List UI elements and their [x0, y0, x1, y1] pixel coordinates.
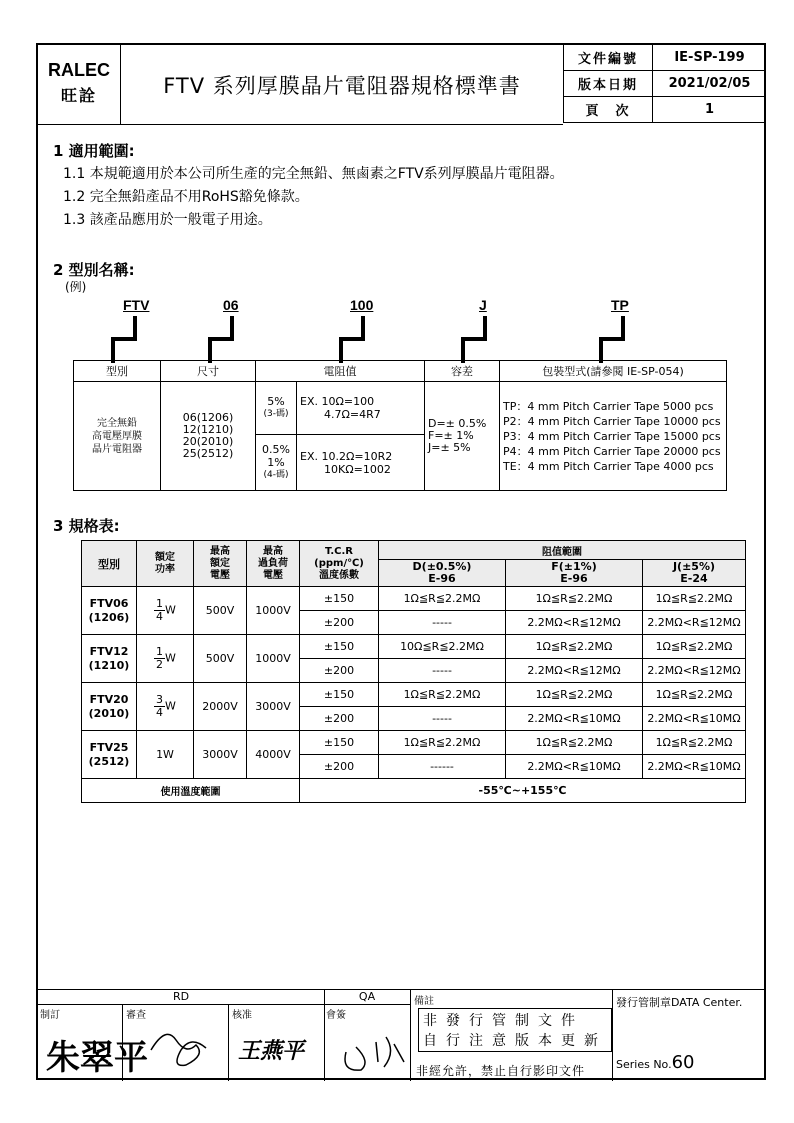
code-tolerance: J	[479, 297, 487, 313]
th-line: 額定	[210, 557, 230, 569]
res-example: 10KΩ=1002	[324, 462, 391, 476]
issue-stamp-label: 發行管制章DATA Center.	[616, 996, 743, 1009]
notice-line-3: 非經允許，禁止自行影印文件	[416, 1064, 586, 1078]
th-line: E-24	[680, 572, 708, 585]
power-fraction	[154, 598, 165, 623]
res-pct: 0.5%	[262, 443, 290, 456]
remark-section	[410, 990, 613, 1081]
section-2-title: 2 型別名稱:	[53, 261, 135, 279]
document-frame	[36, 43, 766, 1080]
range-j-cell: 2.2MΩ<R≦12MΩ	[643, 611, 746, 635]
model-size: (2512)	[88, 754, 130, 768]
range-d-cell: -----	[379, 659, 506, 683]
rated-voltage-cell: 2000V	[194, 683, 247, 731]
spec-rows	[82, 587, 746, 779]
tolerance-line: F=± 1%	[428, 429, 474, 442]
res-example: EX. 10.2Ω=10R2	[300, 449, 393, 463]
tcr-cell: ±150	[300, 731, 379, 755]
connector-line	[361, 316, 365, 341]
model-cell	[82, 635, 137, 683]
connector-line	[230, 316, 234, 341]
code-ftv: FTV	[123, 297, 150, 313]
draft-label: 制訂	[40, 1010, 60, 1021]
notice-box	[418, 1008, 612, 1052]
section-1-item: 1.3 該產品應用於一般電子用途。	[63, 212, 272, 228]
page-number: 1	[653, 97, 767, 123]
power-cell	[137, 635, 194, 683]
model-name: FTV12	[89, 644, 129, 658]
range-j-cell: 2.2MΩ<R≦10MΩ	[643, 755, 746, 779]
res-code: (3-碼)	[263, 409, 289, 419]
approve-label: 核准	[232, 1010, 252, 1021]
th-line: 過負荷	[258, 557, 288, 569]
size-line: 25(2512)	[182, 447, 234, 460]
temp-range-label: 使用溫度範圍	[82, 779, 300, 803]
tolerance-line: D=± 0.5%	[428, 417, 487, 430]
tcr-cell: ±200	[300, 659, 379, 683]
th-line: 溫度係數	[319, 569, 359, 581]
power-num: 3	[156, 693, 164, 706]
res-pct: 1%	[267, 456, 285, 469]
notice-line-2: 自行注意版本更新	[423, 1033, 607, 1049]
power-den: 4	[156, 706, 164, 719]
logo-en: RALEC	[48, 60, 110, 80]
th-line: 功率	[155, 563, 175, 575]
qa-label: QA	[324, 990, 410, 1005]
overload-voltage-cell: 3000V	[247, 683, 300, 731]
series-label: Series No.	[616, 1058, 672, 1071]
th-resistance: 電阻值	[256, 361, 425, 382]
res-pct: 5%	[267, 395, 285, 408]
range-j-cell: 2.2MΩ<R≦10MΩ	[643, 707, 746, 731]
size-line: 12(1210)	[182, 423, 234, 436]
power-den: 2	[156, 658, 164, 671]
res-3digit-example	[297, 382, 425, 435]
th-line: 額定	[155, 551, 175, 563]
range-d-cell: 10Ω≦R≦2.2MΩ	[379, 635, 506, 659]
section-1-title: 1 適用範圍:	[53, 142, 135, 160]
page-label: 頁 次	[564, 97, 653, 123]
range-f-cell: 2.2MΩ<R≦12MΩ	[506, 659, 643, 683]
power-num: 1	[156, 597, 164, 610]
spec-row	[82, 731, 746, 755]
series-value: 60	[671, 1052, 695, 1073]
packaging-line: TP：4 mm Pitch Carrier Tape 5000 pcs	[503, 399, 714, 413]
th-j	[643, 560, 746, 587]
power-unit: W	[165, 651, 176, 665]
th-line: (ppm/℃)	[314, 557, 364, 569]
range-j-cell: 2.2MΩ<R≦12MΩ	[643, 659, 746, 683]
power-unit: W	[165, 699, 176, 713]
rated-voltage-cell: 3000V	[194, 731, 247, 779]
model-name: FTV25	[89, 740, 129, 754]
section-1-list	[63, 163, 564, 232]
tcr-cell: ±200	[300, 707, 379, 731]
res-code: (4-碼)	[263, 470, 289, 480]
range-d-cell: -----	[379, 707, 506, 731]
draft-signature: 朱翠平	[46, 1038, 148, 1078]
document-meta-table	[563, 45, 766, 123]
model-size: (1210)	[88, 658, 130, 672]
size-line: 20(2010)	[182, 435, 234, 448]
review-label: 審查	[126, 1010, 146, 1021]
type-cell	[74, 382, 161, 491]
res-3digit-cell	[256, 382, 297, 435]
tcr-cell: ±150	[300, 635, 379, 659]
th-d	[379, 560, 506, 587]
section-1-item: 1.2 完全無鉛產品不用RoHS豁免條款。	[63, 189, 309, 205]
model-name: FTV20	[89, 692, 129, 706]
model-size: (1206)	[88, 610, 130, 624]
power-cell	[137, 587, 194, 635]
model-cell	[82, 731, 137, 779]
code-resistance: 100	[350, 297, 374, 313]
range-f-cell: 2.2MΩ<R≦10MΩ	[506, 755, 643, 779]
version-date: 2021/02/05	[653, 71, 767, 97]
connector-line	[133, 316, 137, 341]
packaging-line: TE：4 mm Pitch Carrier Tape 4000 pcs	[503, 459, 714, 473]
model-cell	[82, 683, 137, 731]
spec-row	[82, 587, 746, 611]
range-j-cell: 1Ω≦R≦2.2MΩ	[643, 683, 746, 707]
size-cell	[161, 382, 256, 491]
range-f-cell: 1Ω≦R≦2.2MΩ	[506, 635, 643, 659]
qa-signature-icon	[336, 1022, 408, 1077]
size-line: 06(1206)	[182, 411, 234, 424]
approve-signature: 王燕平	[238, 1038, 305, 1064]
th-tolerance: 容差	[425, 361, 500, 382]
approval-footer	[38, 989, 764, 1081]
packaging-line: P4：4 mm Pitch Carrier Tape 20000 pcs	[503, 444, 721, 458]
range-j-cell: 1Ω≦R≦2.2MΩ	[643, 731, 746, 755]
power-num: 1	[156, 645, 164, 658]
qa-section	[324, 990, 411, 1081]
th-type: 型別	[74, 361, 161, 382]
logo-zh: 旺詮	[60, 88, 97, 105]
th-power	[137, 541, 194, 587]
range-d-cell: ------	[379, 755, 506, 779]
section-1-item: 1.1 本規範適用於本公司所生產的完全無鉛、無鹵素之FTV系列厚膜晶片電阻器。	[63, 166, 564, 182]
power-cell	[137, 731, 194, 779]
res-example: EX. 10Ω=100	[300, 395, 375, 408]
type-line: 晶片電阻器	[92, 443, 142, 455]
th-line: D(±0.5%)	[412, 560, 472, 573]
temp-range-value: -55℃~+155℃	[300, 779, 746, 803]
spec-row	[82, 683, 746, 707]
overload-voltage-cell: 1000V	[247, 587, 300, 635]
th-line: 最高	[263, 545, 283, 557]
tcr-cell: ±150	[300, 587, 379, 611]
example-label: (例)	[65, 280, 87, 294]
th-line: F(±1%)	[551, 560, 597, 573]
spec-table	[81, 540, 746, 803]
model-size: (2010)	[88, 706, 130, 720]
th-size: 尺寸	[161, 361, 256, 382]
code-packaging: TP	[611, 297, 629, 313]
range-f-cell: 1Ω≦R≦2.2MΩ	[506, 587, 643, 611]
rd-label: RD	[38, 990, 324, 1005]
range-f-cell: 1Ω≦R≦2.2MΩ	[506, 683, 643, 707]
th-f	[506, 560, 643, 587]
th-line: E-96	[428, 572, 456, 585]
type-line: 高電壓厚膜	[92, 430, 142, 442]
section-3-title: 3 規格表:	[53, 517, 120, 535]
packaging-line: P2：4 mm Pitch Carrier Tape 10000 pcs	[503, 414, 721, 428]
th-packaging: 包裝型式(請參閱 IE-SP-054)	[500, 361, 727, 382]
model-name: FTV06	[89, 596, 129, 610]
version-label: 版本日期	[564, 71, 653, 97]
res-4digit-example	[297, 435, 425, 491]
th-tcr	[300, 541, 379, 587]
range-d-cell: 1Ω≦R≦2.2MΩ	[379, 731, 506, 755]
remark-label: 備註	[414, 996, 434, 1007]
notice-line-1: 非發行管制文件	[423, 1013, 584, 1029]
tolerance-line: J=± 5%	[428, 441, 471, 454]
th-overload-voltage	[247, 541, 300, 587]
code-size: 06	[223, 297, 239, 313]
th-line: 電壓	[210, 569, 230, 581]
countersign-label: 會簽	[326, 1010, 346, 1021]
range-d-cell: -----	[379, 611, 506, 635]
divider	[228, 1004, 229, 1081]
review-signature-icon	[146, 1020, 216, 1070]
rated-voltage-cell: 500V	[194, 587, 247, 635]
power-fraction	[154, 694, 165, 719]
th-line: J(±5%)	[672, 560, 716, 573]
packaging-cell	[500, 382, 727, 491]
type-designation-table	[73, 360, 727, 491]
th-line: 電壓	[263, 569, 283, 581]
packaging-line: P3：4 mm Pitch Carrier Tape 15000 pcs	[503, 429, 721, 443]
th-line: T.C.R	[325, 545, 353, 557]
spec-row	[82, 635, 746, 659]
series-number	[616, 1052, 695, 1073]
range-j-cell: 1Ω≦R≦2.2MΩ	[643, 587, 746, 611]
company-logo	[38, 45, 121, 125]
power-unit: 1W	[156, 748, 174, 761]
power-den: 4	[156, 610, 164, 623]
range-f-cell: 2.2MΩ<R≦10MΩ	[506, 707, 643, 731]
range-d-cell: 1Ω≦R≦2.2MΩ	[379, 683, 506, 707]
connector-line	[621, 316, 625, 341]
doc-no: IE-SP-199	[653, 45, 767, 71]
document-title: FTV 系列厚膜晶片電阻器規格標準書	[121, 45, 563, 125]
th-line: E-96	[560, 572, 588, 585]
res-example: 4.7Ω=4R7	[324, 408, 381, 421]
tcr-cell: ±200	[300, 611, 379, 635]
connector-line	[483, 316, 487, 341]
tcr-cell: ±200	[300, 755, 379, 779]
power-cell	[137, 683, 194, 731]
rd-section	[38, 990, 325, 1081]
tolerance-cell	[425, 382, 500, 491]
th-resistance-range: 阻值範圍	[379, 541, 746, 560]
model-cell	[82, 587, 137, 635]
overload-voltage-cell: 1000V	[247, 635, 300, 683]
overload-voltage-cell: 4000V	[247, 731, 300, 779]
power-unit: W	[165, 603, 176, 617]
range-f-cell: 2.2MΩ<R≦12MΩ	[506, 611, 643, 635]
type-line: 完全無鉛	[97, 417, 137, 429]
range-f-cell: 1Ω≦R≦2.2MΩ	[506, 731, 643, 755]
th-rated-voltage	[194, 541, 247, 587]
rated-voltage-cell: 500V	[194, 635, 247, 683]
th-model: 型別	[82, 541, 137, 587]
power-fraction	[154, 646, 165, 671]
tcr-cell: ±150	[300, 683, 379, 707]
range-j-cell: 1Ω≦R≦2.2MΩ	[643, 635, 746, 659]
th-line: 最高	[210, 545, 230, 557]
range-d-cell: 1Ω≦R≦2.2MΩ	[379, 587, 506, 611]
res-4digit-cell	[256, 435, 297, 491]
doc-no-label: 文件編號	[564, 45, 653, 71]
